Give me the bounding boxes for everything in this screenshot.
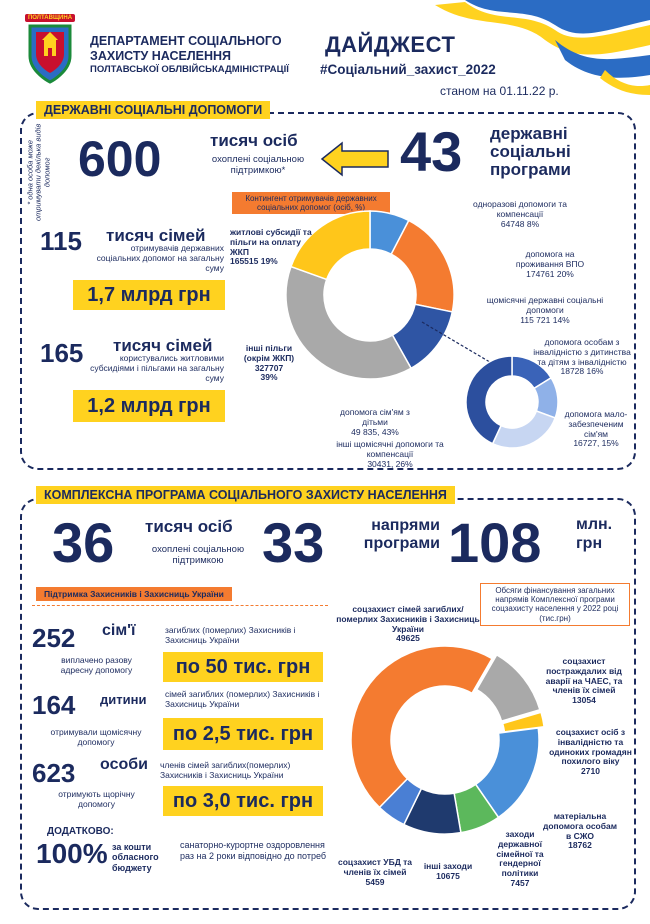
r1-desc: загиблих (померлих) Захисників і Захисниць України [165,625,296,645]
r2-number: 164 [32,690,76,720]
chart1-title: Контингент отримувачів державних соціальних допомог (осіб, %) [232,192,390,214]
donut-slice [351,646,492,807]
chart1-label-vpo [505,250,595,279]
donut-slice [493,411,556,448]
extra-title: ДОДАТКОВО: [47,826,114,837]
label-value: 5459 [365,876,385,887]
r2-pay: отримували щомісячну допомогу [50,727,142,747]
dept-line1: ДЕПАРТАМЕНТ СОЦІАЛЬНОГО [90,34,282,48]
label-value: 64748 8% [500,218,540,229]
dept-line2: ЗАХИСТУ НАСЕЛЕННЯ [90,48,232,63]
chart1-label-subsidies [230,228,312,267]
chart3-label-chaes [534,657,634,706]
directions-line2: програми [363,535,440,553]
programs-line2: соціальні [490,142,571,162]
digest-hashtag: #Соціальний_захист_2022 [320,62,496,77]
label-text: допомога сім'ям з дітьми [340,407,410,427]
label-value: 7457 [510,877,530,888]
chart1-label-monthly [480,296,610,325]
coat-of-arms-logo [25,14,75,89]
label-text: матеріальна допомога особам в СЖО [542,811,618,841]
s2-persons-sub: охоплені соціальною підтримкою [151,544,245,566]
label-text: інші щомісячні допомоги та компенсації [336,439,444,459]
r1-unit: сім'ї [102,622,136,639]
families-165-number: 165 [40,338,84,368]
label-text: одноразові допомоги та компенсації [473,199,567,219]
chart3-label-family [488,830,552,889]
section1-bar: ДЕРЖАВНІ СОЦІАЛЬНІ ДОПОМОГИ [36,101,270,119]
label-percent: 39% [260,372,278,383]
families-115-title: тисяч сімей [106,226,206,245]
programs-label [490,125,571,179]
chart2-label-other-monthly [330,440,450,469]
chart3-title: Обсяги фінансування загальних напрямів Комплексної програми соцзахисту населення у 2022 році (тис.грн) [480,583,630,626]
chart2-label-children [330,408,420,437]
big-600: 600 [78,131,162,187]
digest-date: станом на 01.11.22 р. [440,84,559,98]
r2-unit: дитини [100,692,147,707]
label-value: 13054 [572,695,596,706]
chart3-donut [345,640,545,840]
programs-line3: програми [490,160,571,180]
chart3-label-ubd [330,858,420,887]
label-text: допомога на проживання ВПО [515,249,585,269]
label-value: 174761 20% [526,268,574,279]
label-value: 115 721 14% [520,314,570,325]
label-value: 10675 [436,870,460,881]
chart2-label-poor [560,410,632,449]
label-text: інші заходи [423,861,473,871]
department-title [90,34,320,76]
donut-slice [286,267,411,379]
chart3-label-other [418,862,478,882]
label-value: 165515 19% [230,256,278,267]
big-33: 33 [262,511,325,574]
families-165-sub: користувались житловими субсидіями і пільгами на загальну суму [90,353,224,383]
chart1-label-one-time [455,200,585,229]
families-115-sub: отримувачів державних соціальних допомог на загальну суму [96,243,224,273]
chart3-label-szho [540,812,620,851]
extra-desc: санаторно-курортне оздоровлення раз на 2 роки відповідно до потреб [180,840,327,861]
label-text: житлові субсидії та пільги на оплату ЖКП [230,227,312,257]
big-36: 36 [52,511,115,574]
label-text: соцзахист сімей загиблих/померлих Захисників і Захисниць України [336,604,480,634]
label-text: допомога особам з інвалідністю з дитинства та дітям з інвалідністю [533,337,631,367]
support-bar-label: Підтримка Захисників і Захисниць України [36,587,232,601]
logo-label: ПОЛТАВЩИНА [25,14,75,22]
r1-pay: виплачено разову адресну допомогу [60,655,133,675]
label-value: 16727, 15% [573,438,619,449]
s2-directions [348,517,440,554]
grn-label: грн [576,535,603,553]
label-text: щомісячні державні соціальні допомоги [486,295,604,315]
programs-line1: державні [490,124,568,143]
digest-title: ДАЙДЖЕСТ [325,32,456,57]
label-text: заходи державної сімейної та гендерної політики [496,829,544,879]
label-value: 18728 16% [560,366,604,377]
s2-persons-title: тисяч осіб [145,517,233,536]
dept-line3: ПОЛТАВСЬКОЇ ОБЛВІЙСЬКАДМІНІСТРАЦІЇ [90,63,289,75]
arrow-left-icon [320,140,390,178]
chart3-label-disabled [548,728,633,777]
r3-number: 623 [32,758,76,788]
big-43: 43 [400,120,463,183]
label-value: 30431, 26% [367,458,413,469]
r3-desc: членів сімей загиблих(померлих) Захисників і Захисниць України [160,760,291,780]
label-text: інші пільги (окрім ЖКП) [243,343,295,363]
extra-percent: 100% [36,838,108,869]
r2-sum: по 2,5 тис. грн [163,718,323,750]
emblem-icon [25,22,75,86]
directions-line1: напрями [371,517,440,534]
r3-pay: отримують щорічну допомогу [58,789,135,809]
families-115-number: 115 [40,226,82,256]
r3-sum: по 3,0 тис. грн [163,786,323,816]
chart3-label-defenders [332,605,484,644]
persons-title: тисяч осіб [210,131,298,150]
mln-label: млн. [576,516,613,533]
label-text: допомога мало-забезпеченим сім'ям [564,409,628,439]
r3-unit: особи [100,756,148,773]
r1-sum: по 50 тис. грн [163,652,323,682]
label-text: соцзахист осіб з інвалідністю та одиноких громадян похилого віку [549,727,632,767]
label-value: 2710 [581,766,600,777]
label-value: 49 835, 43% [351,426,399,437]
side-note: * одна особа може отримувати декілька видів допомог [25,123,52,221]
label-text: соцзахист постраждалих від аварії на ЧАЕС, та членів їх сімей [545,656,623,696]
families-165-title: тисяч сімей [113,336,213,355]
families-165-sum: 1,2 млрд грн [73,390,225,422]
big-108: 108 [448,511,542,574]
extra-budget: за кошти обласного бюджету [112,842,159,873]
chart2-label-disabled [530,338,634,377]
r1-number: 252 [32,623,76,653]
label-value: 49625 [396,633,420,644]
r2-desc: сімей загиблих (померлих) Захисників і Захисниць України [165,689,320,709]
label-value: 18762 [568,840,592,851]
s2-mln-grn [576,515,612,553]
families-115-sum: 1,7 млрд грн [73,280,225,310]
persons-sub: охоплені соціальною підтримкою* [211,154,305,176]
label-value: 327707 [254,362,284,373]
chart1-label-other [240,344,298,383]
label-text: соцзахист УБД та членів їх сімей [338,857,412,877]
section2-bar: КОМПЛЕКСНА ПРОГРАМА СОЦІАЛЬНОГО ЗАХИСТУ НАСЕЛЕННЯ [36,486,455,504]
